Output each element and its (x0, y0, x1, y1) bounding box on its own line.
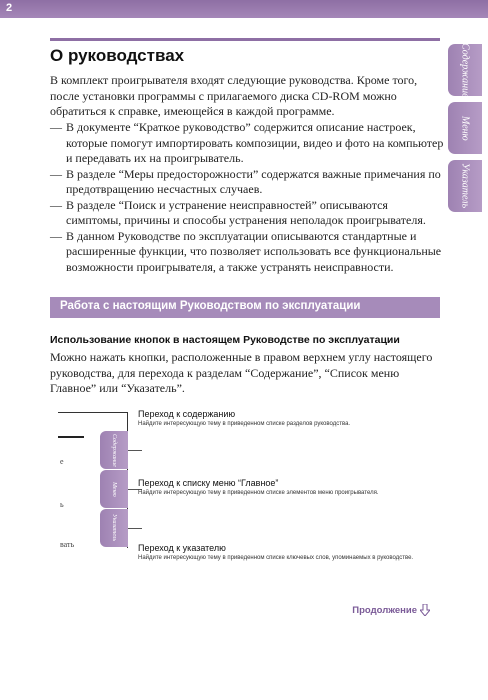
arrow-down-icon (420, 604, 430, 616)
tab-menu-label: Меню (459, 115, 471, 141)
tab-menu[interactable] (448, 102, 482, 154)
list-item (50, 198, 445, 229)
title-rule (50, 38, 440, 41)
list-item-text: В данном Руководстве по эксплуатации описываются стандартные и расширенные функции, что позволяет использовать все функциональные возможности проигрывателя, а также устранять неисправности. (66, 228, 442, 274)
bullet-dash: — (50, 197, 62, 212)
list-item-text: В документе “Краткое руководство” содержится описание настроек, которые помогут импортировать композиции, видео и фото на компьютер и передавать их на проигрыватель. (66, 120, 444, 165)
callout-desc-index: Найдите интересующую тему в приведенном списке ключевых слов, упоминаемых в руководстве. (138, 555, 414, 561)
tab-index[interactable] (448, 160, 482, 212)
subsection-heading: Использование кнопок в настоящем Руководстве по эксплуатации (50, 334, 400, 346)
bullet-dash: — (50, 120, 62, 134)
list-item (50, 120, 445, 167)
callout-title-index: Переход к указателю (138, 543, 226, 553)
continue-label: Продолжение (352, 604, 417, 616)
illustration-fragment: e (60, 457, 64, 466)
callout-line (128, 450, 142, 451)
callout-title-contents: Переход к содержанию (138, 409, 236, 419)
tab-contents[interactable] (448, 44, 482, 96)
callout-desc-contents: Найдите интересующую тему в приведенном списке разделов руководства. (138, 421, 351, 427)
list-item (50, 167, 445, 198)
continue-link[interactable] (352, 604, 430, 616)
illustration-tab-contents (100, 431, 128, 469)
tab-contents-label: Содержание (459, 42, 471, 98)
bullet-dash: — (50, 166, 62, 181)
illustration-tab-label: Меню (111, 481, 117, 497)
bullet-dash: — (50, 228, 62, 243)
callout-line (128, 528, 142, 529)
tab-index-label: Указатель (459, 163, 471, 209)
list-item (50, 229, 445, 276)
illustration-tab-label: Указатель (111, 514, 117, 542)
illustration-tab-label: Содержание (111, 433, 117, 467)
illustration-tab-menu (100, 470, 128, 508)
list-item-text: В разделе “Меры предосторожности” содержатся важные примечания по предотвращению несчастных случаев. (66, 166, 441, 196)
intro-paragraph: В комплект проигрывателя входят следующие руководства. Кроме того, после установки программы с прилагаемого диска CD-ROM можно обратиться к справке, имеющейся в каждой программе. (50, 73, 418, 118)
illustration-fragment: вать (60, 540, 75, 549)
page-title: О руководствах (50, 46, 185, 65)
list-item-text: В разделе “Поиск и устранение неисправностей” описываются симптомы, причины и способы устранения неполадок проигрывателя. (66, 197, 426, 227)
callout-desc-menu: Найдите интересующую тему в приведенном списке элементов меню проигрывателя. (138, 490, 379, 496)
subsection-body: Можно нажать кнопки, расположенные в правом верхнем углу настоящего руководства, для перехода к разделам “Содержание”, “Список меню Главное” или “Указатель”. (50, 350, 433, 395)
callout-title-menu: Переход к списку меню “Главное” (138, 478, 279, 488)
illustration-tab-index (100, 509, 128, 547)
top-bar (0, 0, 488, 18)
section-heading: Работа с настоящим Руководством по эксплуатации (50, 297, 440, 318)
illustration-line (58, 436, 84, 438)
illustration-fragment: ь (60, 500, 64, 509)
manual-list (50, 120, 445, 275)
page-number: 2 (6, 2, 13, 14)
